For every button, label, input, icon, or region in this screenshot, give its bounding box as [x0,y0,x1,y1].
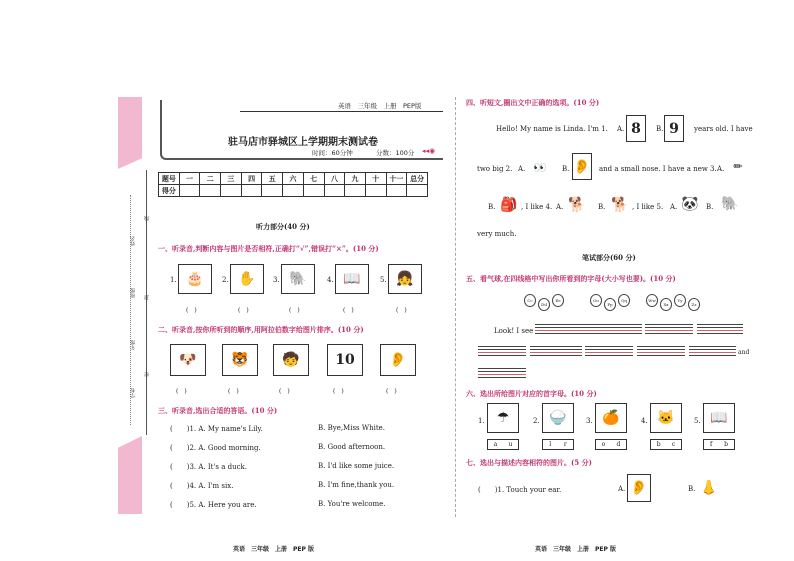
q6-letter[interactable]: d [616,441,621,448]
score-cell[interactable] [407,185,428,197]
balloon: Xx [660,298,672,311]
page-title: 驻马店市驿城区上学期期末测试卷 [228,137,378,148]
q5-instruction: 五、看气球,在四线格中写出你所看到的字母(大小写也要)。(10 分) [466,274,676,283]
header-top-rule [240,111,443,112]
q6-pic: 🍚 [542,403,574,433]
q4-1a-pic[interactable]: 8 [626,115,646,142]
q2-answer-paren[interactable]: ( ) [176,388,187,395]
q6-letter[interactable]: r [563,441,567,448]
four-line-rule [592,330,642,331]
q4-3a-pic[interactable]: ✏ [726,156,750,176]
q2-pic: 👂 [380,344,416,376]
q6-letter[interactable]: f [709,441,713,448]
q3-option-b[interactable]: B. Bye,Miss White. [318,424,385,432]
four-line-rule [530,349,582,350]
four-line-rule [592,333,642,334]
q4-1a-label: A. [617,125,625,133]
score-cell[interactable] [283,185,304,197]
score-cell: 五 [262,173,283,185]
q1-answer-paren[interactable]: ( ) [186,307,197,314]
score-cell[interactable] [324,185,345,197]
score-cell: 八 [324,173,345,185]
q6-letter[interactable]: u [508,441,513,448]
balloon: Ee [552,294,564,307]
q3-option-a[interactable]: ( )3. A. It's a duck. [170,463,247,471]
four-line-rule [478,349,526,350]
q1-answer-paren[interactable]: ( ) [343,307,354,314]
q1-pic: 👧 [388,264,422,294]
four-line-rule [697,324,743,325]
q4-3a-label: A. [717,165,725,173]
score-cell: 十一 [386,173,407,185]
q6-letter-box[interactable] [487,439,519,450]
q4-1b-label: B. [656,125,664,133]
q3-instruction: 三、听录音,选出合适的答语。(10 分) [158,406,278,415]
q4-2b-pic[interactable]: 👂 [572,153,592,180]
four-line-rule [637,349,685,350]
q6-letter-box[interactable] [595,439,627,450]
four-line-rule [585,352,633,353]
score-cell[interactable] [221,185,242,197]
q6-pic: 🍊 [595,403,627,433]
q4-2b-label: B. [562,165,570,173]
four-line-rule [645,330,693,331]
seal-mark-2: 封 [144,295,150,300]
four-line-rule [478,377,526,378]
q5-and: and [738,349,750,356]
score-cell[interactable] [365,185,386,197]
q2-instruction: 二、听录音,按你所听到的顺序,用阿拉伯数字给图片排序。(10 分) [158,325,364,334]
q4-4a-pic[interactable]: 🐕 [565,194,589,216]
four-line-rule [535,324,592,325]
q6-letter-box[interactable] [542,439,574,450]
q4-2a-label: A. [518,165,526,173]
q6-letter[interactable]: b [724,441,728,448]
score-cell: 题号 [159,173,180,185]
class-label: 班级 [130,288,136,298]
q4-4b-pic[interactable]: 🐕 [608,194,632,216]
score-label: 分数：100分 [376,149,415,157]
q4-line4: very much. [477,230,517,238]
q4-line3b: , I like 4. [521,203,553,211]
four-line-rule [478,368,526,369]
q2-answer-paren[interactable]: ( ) [333,388,344,395]
four-line-rule [530,352,582,353]
q4-4a-label: A. [556,203,564,211]
q7-a-pic[interactable]: 👂 [627,474,651,502]
balloon: Qq [618,294,630,307]
side-tab-top [118,97,142,169]
q4-instruction: 四、听短文,圈出文中正确的选项。(10 分) [466,98,600,107]
name-label: 姓名 [130,236,136,246]
q6-letter[interactable]: c [671,441,676,448]
balloon: Pp [604,298,616,311]
q1-answer-paren[interactable]: ( ) [289,307,300,314]
q4-5a-pic[interactable]: 🐼 [679,191,701,217]
seal-mark-1: 线 [144,216,150,221]
four-line-rule [585,346,633,347]
score-cell: 三 [221,173,242,185]
q6-num: 4. [641,417,648,425]
q2-pic: 🧒 [273,344,309,376]
four-line-rule [478,355,526,356]
grade-label: 年级 [130,340,136,350]
q6-letter-box[interactable] [650,439,682,450]
binding-line-1 [146,170,147,435]
score-table [158,172,428,197]
header-top-label: 英语 三年级 上册 PEP版 [338,102,422,110]
four-line-rule [637,355,685,356]
school-label: 学校 [130,388,136,398]
score-cell: 一 [179,173,200,185]
q1-num: 1. [170,276,177,284]
four-line-rule [637,352,685,353]
four-line-rule [689,355,736,356]
q1-answer-paren[interactable]: ( ) [238,307,249,314]
q3-option-b[interactable]: B. You're welcome. [318,500,386,508]
q2-answer-paren[interactable]: ( ) [279,388,290,395]
score-cell: 七 [303,173,324,185]
score-cell: 四 [241,173,262,185]
q1-num: 4. [327,276,334,284]
four-line-rule [478,374,526,375]
q4-line1a: Hello! My name is Linda. I'm 1. [496,125,608,133]
q4-4b-label: B. [598,203,606,211]
score-cell[interactable] [303,185,324,197]
four-line-rule [689,346,736,347]
q6-letter[interactable]: b [656,441,661,448]
q1-num: 2. [222,276,229,284]
q7-a-label: A. [618,485,626,493]
q1-num: 3. [273,276,280,284]
q6-letter-box[interactable] [703,439,735,450]
score-cell: 九 [345,173,366,185]
q1-pic: 🎂 [178,264,212,294]
q4-5b-pic[interactable]: 🐘 [716,192,744,216]
balloon: Yy [674,294,686,307]
q5-text: Look! I see [494,327,534,335]
q6-pic: 📖 [703,403,735,433]
four-line-rule [697,333,743,334]
writing-title: 笔试部分(60 分) [582,253,636,262]
q6-letter[interactable]: l [549,441,552,448]
arrow-icon: ◂◂◉ [422,147,436,155]
four-line-rule [585,355,633,356]
q2-pic: 10 [327,344,363,376]
q6-num: 1. [478,417,485,425]
q1-pic: ✋ [230,264,264,294]
four-line-rule [689,349,736,350]
q6-letter[interactable]: a [493,441,498,448]
balloon: Ww [646,294,658,307]
score-cell: 二 [200,173,221,185]
four-line-rule [535,327,592,328]
four-line-rule [478,352,526,353]
four-line-rule [535,330,592,331]
four-line-rule [592,327,642,328]
score-cell: 得分 [159,185,180,197]
score-cell: 六 [283,173,304,185]
q2-pic: 🐯 [222,344,258,376]
q4-3b-pic[interactable]: 🎒 [497,193,521,217]
q2-pic: 🐶 [170,344,206,376]
score-cell: 总分 [407,173,428,185]
q4-line2a: two big 2. [477,165,513,173]
q2-answer-paren[interactable]: ( ) [386,388,397,395]
q4-line2b: and a small nose. I have a new 3. [599,165,717,173]
q7-instruction: 七、选出与描述内容相符的图片。(5 分) [466,458,592,467]
score-cell[interactable] [345,185,366,197]
q4-line1b: years old. I have [694,125,753,133]
q4-5b-label: B. [706,203,714,211]
q7-item: ( )1. Touch your ear. [478,486,562,494]
four-line-rule [697,327,743,328]
four-line-rule [645,333,693,334]
q7-b-pic[interactable]: 👃 [697,474,721,502]
right-footer: 英语 三年级 上册 PEP 版 [535,546,616,553]
q3-option-a[interactable]: ( )2. A. Good morning. [170,444,261,452]
q6-instruction: 六、选出所给图片对应的首字母。(10 分) [466,389,597,398]
q6-letter[interactable]: o [601,441,606,448]
balloon: Cc [524,294,536,307]
q6-num: 5. [694,417,701,425]
balloon: Zz [688,298,700,311]
four-line-rule [697,330,743,331]
four-line-rule [689,352,736,353]
q1-pic: 🐘 [281,264,315,294]
four-line-rule [535,333,592,334]
four-line-rule [478,371,526,372]
q4-2a-pic[interactable]: 👀 [527,156,553,178]
q6-pic: 🐱 [650,403,682,433]
q1-pic: 📖 [335,264,369,294]
listening-title: 听力部分(40 分) [256,222,310,231]
q3-option-a[interactable]: ( )1. A. My name's Lily. [170,425,263,433]
q1-num: 5. [380,276,387,284]
q1-instruction: 一、听录音,判断内容与图片是否相符,正确打“√”,错误打“×”。(10 分) [158,244,379,253]
four-line-rule [585,349,633,350]
page-divider [455,97,456,517]
score-cell[interactable] [386,185,407,197]
q3-option-b[interactable]: B. I'd like some juice. [318,462,395,470]
q6-num: 2. [533,417,540,425]
q7-b-label: B. [688,485,696,493]
four-line-rule [478,346,526,347]
left-footer: 英语 三年级 上册 PEP 版 [233,546,314,553]
q3-option-a[interactable]: ( )5. A. Here you are. [170,501,257,509]
q4-5a-label: A. [670,203,678,211]
q3-option-a[interactable]: ( )4. A. I'm six. [170,482,234,490]
four-line-rule [530,355,582,356]
q3-option-b[interactable]: B. Good afternoon. [318,443,386,451]
balloon: Dd [538,298,550,311]
four-line-rule [530,346,582,347]
side-tab-bottom [118,436,142,514]
four-line-rule [645,324,693,325]
time-label: 时间：60分钟 [312,149,353,157]
four-line-rule [645,327,693,328]
q4-1b-pic[interactable]: 9 [664,115,684,142]
score-cell: 十 [365,173,386,185]
balloon: Oo [590,294,602,307]
q1-answer-paren[interactable]: ( ) [396,307,407,314]
score-cell[interactable] [262,185,283,197]
q3-option-b[interactable]: B. I'm fine,thank you. [318,481,395,489]
q6-pic: ☂ [487,403,519,433]
q6-num: 3. [586,417,593,425]
score-cell[interactable] [200,185,221,197]
score-cell[interactable] [179,185,200,197]
four-line-rule [592,324,642,325]
score-cell[interactable] [241,185,262,197]
four-line-rule [637,346,685,347]
seal-mark-3: 密 [144,372,150,377]
q2-answer-paren[interactable]: ( ) [228,388,239,395]
q4-3b-label: B. [488,203,496,211]
q4-line3c: , I like 5. [632,203,664,211]
